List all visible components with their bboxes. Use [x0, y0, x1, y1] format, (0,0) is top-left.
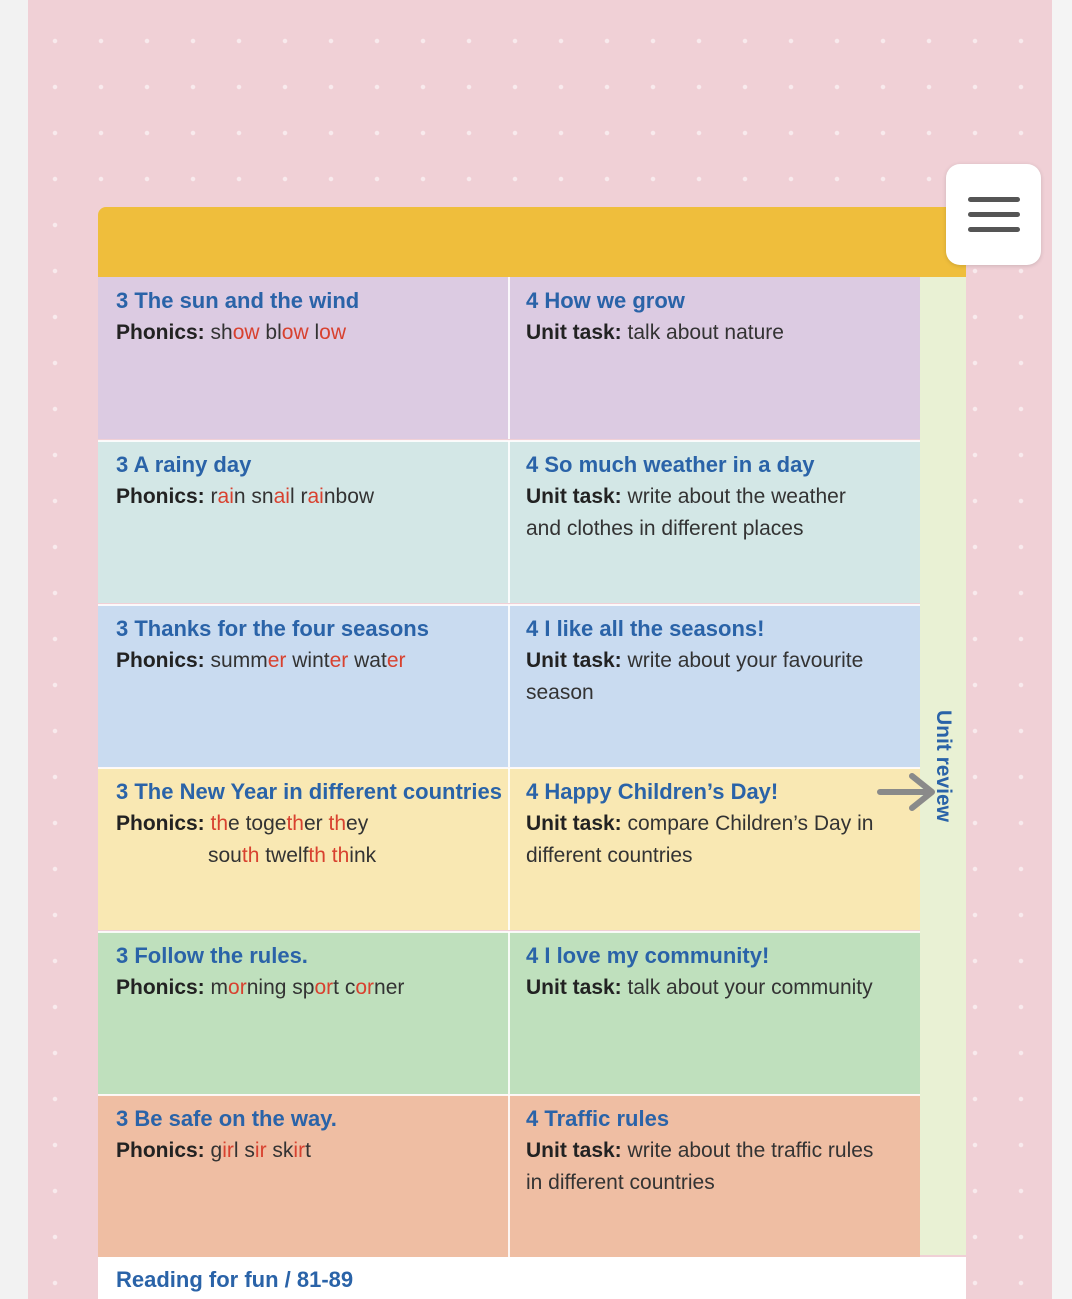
lesson-title: 3 The sun and the wind: [116, 288, 360, 313]
phonics-word: [292, 976, 339, 999]
lesson-title: 3 Follow the rules.: [116, 943, 308, 968]
phonics-highlight: th: [308, 844, 326, 867]
table-header-bar: [98, 207, 966, 277]
phonics-words: [211, 485, 375, 508]
phonics-line: [116, 481, 508, 513]
phonics-word-part: sh: [210, 321, 233, 344]
phonics-word-part: wint: [292, 649, 330, 672]
unit-task-line: [526, 481, 920, 513]
phonics-highlight: th: [286, 812, 304, 835]
phonics-word-part: l: [314, 321, 320, 344]
lesson-title: 4 Happy Children’s Day!: [526, 779, 779, 804]
unit-task-line-2: in different countries: [526, 1171, 715, 1194]
phonics-word-part: ey: [346, 812, 369, 835]
lesson-title: 4 How we grow: [526, 288, 685, 313]
phonics-word-part: summ: [210, 649, 268, 672]
unit-review-label: Unit review: [932, 709, 955, 823]
table-row: [98, 605, 920, 767]
unit-task-line: [526, 1135, 920, 1167]
row-divider: [98, 604, 920, 606]
phonics-label: Phonics:: [116, 812, 205, 835]
unit-task-text: compare Children’s Day in: [627, 812, 874, 835]
lesson-cell-left: [98, 932, 510, 1094]
phonics-line: [116, 1135, 508, 1167]
phonics-word-part: r: [300, 485, 308, 508]
lesson-cell-left: [98, 1095, 510, 1257]
phonics-word-part: sp: [292, 976, 315, 999]
unit-task-line-2: different countries: [526, 844, 693, 867]
phonics-word: [211, 649, 287, 672]
phonics-highlight: th: [210, 812, 229, 835]
phonics-word-part: t: [333, 976, 339, 999]
phonics-word-part: toge: [245, 812, 287, 835]
row-divider: [98, 931, 920, 933]
phonics-word: [244, 1139, 266, 1162]
unit-task-line: [526, 808, 920, 840]
phonics-line: [116, 972, 508, 1004]
phonics-highlight: th: [331, 844, 350, 867]
unit-task-text: write about the traffic rules: [627, 1139, 874, 1162]
row-divider: [98, 440, 920, 442]
lesson-cell-right: [510, 768, 920, 930]
table-row: [98, 768, 920, 930]
lesson-cell-left: [98, 441, 510, 603]
unit-task-label: Unit task:: [526, 485, 622, 508]
phonics-word: [272, 1139, 311, 1162]
phonics-highlight: ow: [232, 321, 260, 344]
lesson-cell-right: [510, 932, 920, 1094]
phonics-line: [116, 645, 508, 677]
phonics-words: [211, 976, 405, 999]
lesson-title: 3 Be safe on the way.: [116, 1106, 337, 1131]
unit-task-text: talk about nature: [627, 321, 784, 344]
row-divider: [98, 1094, 920, 1096]
lesson-title: 4 Traffic rules: [526, 1106, 670, 1131]
phonics-word: [314, 321, 346, 344]
phonics-words: [211, 321, 346, 344]
phonics-word-part: l: [289, 485, 295, 508]
phonics-word-part: twelf: [265, 844, 309, 867]
phonics-highlight: or: [314, 976, 334, 999]
unit-task-line-2: and clothes in different places: [526, 517, 804, 540]
hamburger-menu-icon[interactable]: [946, 164, 1041, 265]
phonics-highlight: ai: [273, 485, 290, 508]
phonics-highlight: th: [241, 844, 260, 867]
phonics-highlight: ai: [217, 485, 234, 508]
phonics-label: Phonics:: [116, 1139, 205, 1162]
unit-task-text: write about the weather: [627, 485, 846, 508]
phonics-word: [292, 649, 348, 672]
phonics-word-part: er: [303, 812, 323, 835]
table-row: [98, 1095, 920, 1257]
phonics-label: Phonics:: [116, 485, 205, 508]
phonics-word-part: m: [210, 976, 229, 999]
lesson-title: 4 I like all the seasons!: [526, 616, 765, 641]
row-divider: [98, 767, 920, 769]
lesson-title: 3 The New Year in different countries: [116, 779, 502, 804]
phonics-word: [246, 812, 323, 835]
phonics-word-part: t: [305, 1139, 311, 1162]
phonics-word-part: ner: [374, 976, 405, 999]
lesson-cell-right: [510, 605, 920, 767]
unit-task-label: Unit task:: [526, 649, 622, 672]
unit-task-label: Unit task:: [526, 812, 622, 835]
phonics-word-part: ink: [349, 844, 377, 867]
phonics-highlight: ow: [281, 321, 309, 344]
phonics-word-part: nbow: [323, 485, 375, 508]
lesson-cell-right: [510, 277, 920, 439]
phonics-word-part: wat: [354, 649, 387, 672]
phonics-line-2: [116, 840, 508, 872]
phonics-word: [265, 321, 308, 344]
lesson-title: 3 A rainy day: [116, 452, 252, 477]
page-edge: [1052, 0, 1072, 1299]
phonics-highlight: er: [386, 649, 406, 672]
phonics-highlight: ir: [254, 1139, 267, 1162]
lesson-title: 4 I love my community!: [526, 943, 770, 968]
phonics-word-part: s: [244, 1139, 255, 1162]
unit-task-line: [526, 645, 920, 677]
unit-task-line: [526, 317, 920, 349]
phonics-word: [211, 976, 287, 999]
table-row: [98, 277, 920, 439]
phonics-word: [300, 485, 374, 508]
footer-reading-for-fun: Reading for fun / 81-89: [116, 1267, 354, 1292]
phonics-word: [265, 844, 326, 867]
lesson-title: 3 Thanks for the four seasons: [116, 616, 429, 641]
phonics-highlight: ow: [319, 321, 347, 344]
phonics-word-part: r: [210, 485, 218, 508]
phonics-highlight: er: [267, 649, 287, 672]
lesson-cell-left: [98, 605, 510, 767]
phonics-highlight: or: [355, 976, 375, 999]
unit-task-line: [526, 972, 920, 1004]
phonics-word: [211, 812, 240, 835]
lesson-cell-right: [510, 1095, 920, 1257]
unit-task-text: talk about your community: [627, 976, 873, 999]
phonics-words: [211, 812, 369, 835]
phonics-word-part: bl: [265, 321, 282, 344]
phonics-word: [211, 1139, 239, 1162]
lesson-cell-left: [98, 768, 510, 930]
phonics-word: [345, 976, 405, 999]
phonics-line: [116, 317, 508, 349]
phonics-word: [211, 485, 246, 508]
phonics-highlight: er: [329, 649, 349, 672]
phonics-word-part: sou: [208, 844, 242, 867]
phonics-highlight: ir: [293, 1139, 306, 1162]
phonics-word-part: sn: [251, 485, 274, 508]
unit-task-label: Unit task:: [526, 321, 622, 344]
unit-task-text: write about your favourite: [627, 649, 864, 672]
phonics-words: [211, 649, 406, 672]
phonics-word-part: c: [344, 976, 356, 999]
arrow-right-icon: [876, 768, 938, 816]
phonics-word-part: n: [233, 485, 246, 508]
phonics-word: [329, 812, 369, 835]
phonics-highlight: ai: [307, 485, 324, 508]
phonics-highlight: ir: [222, 1139, 234, 1162]
phonics-label: Phonics:: [116, 649, 205, 672]
lesson-cell-right: [510, 441, 920, 603]
phonics-label: Phonics:: [116, 976, 205, 999]
footer: [98, 1257, 966, 1299]
table-row: [98, 441, 920, 603]
phonics-word: [208, 844, 259, 867]
phonics-line: [116, 808, 508, 840]
phonics-words: [211, 1139, 311, 1162]
phonics-label: Phonics:: [116, 321, 205, 344]
phonics-word: [354, 649, 405, 672]
phonics-word: [211, 321, 260, 344]
table-row: [98, 932, 920, 1094]
lesson-title: 4 So much weather in a day: [526, 452, 815, 477]
phonics-highlight: th: [328, 812, 347, 835]
phonics-word-part: ning: [246, 976, 287, 999]
unit-task-label: Unit task:: [526, 1139, 622, 1162]
unit-task-label: Unit task:: [526, 976, 622, 999]
phonics-word-part: sk: [272, 1139, 294, 1162]
phonics-word: [251, 485, 294, 508]
phonics-word-part: l: [233, 1139, 239, 1162]
phonics-word: [332, 844, 376, 867]
unit-task-line-2: season: [526, 681, 594, 704]
lesson-cell-left: [98, 277, 510, 439]
phonics-word-part: e: [228, 812, 240, 835]
phonics-word-part: g: [210, 1139, 223, 1162]
phonics-highlight: or: [228, 976, 247, 999]
